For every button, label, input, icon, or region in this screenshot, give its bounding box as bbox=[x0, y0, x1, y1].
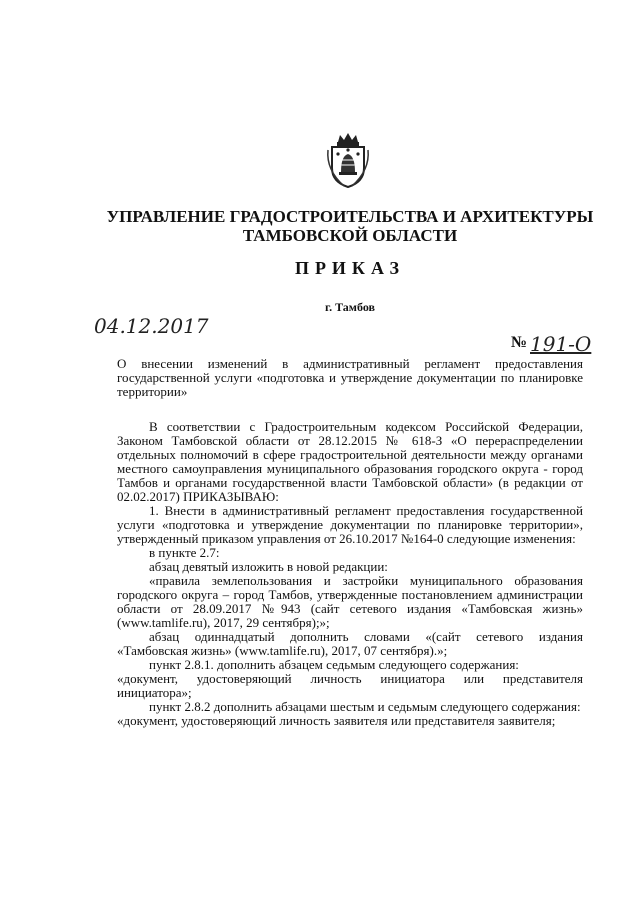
city: г. Тамбов bbox=[325, 300, 375, 314]
organization-name-line1: УПРАВЛЕНИЕ ГРАДОСТРОИТЕЛЬСТВА И АРХИТЕКТУРЫ bbox=[106, 207, 594, 226]
number-prefix: № bbox=[511, 334, 528, 351]
number-label bbox=[511, 334, 527, 352]
paragraph-applicant-document: «документ, удостоверяющий личность заявителя или представителя заявителя; bbox=[117, 713, 556, 728]
document-subject: О внесении изменений в административный регламент предоставления государственной услуги «подготовка и утверждение документации по планировке территории» bbox=[117, 356, 583, 399]
paragraph-ninth-abzac: абзац девятый изложить в новой редакции: bbox=[149, 559, 388, 574]
document-type: ПРИКАЗ bbox=[294, 258, 406, 278]
handwritten-date: 04.12.2017 bbox=[94, 314, 209, 338]
organization-name-line2: ТАМБОВСКОЙ ОБЛАСТИ bbox=[242, 226, 458, 245]
paragraph-preamble: В соответствии с Градостроительным кодексом Российской Федерации, Законом Тамбовской области от 28.12.2015 № 618-З «О перераспределении отдельных полномочий в сфере градостроительной деятельности между органами местного самоуправления муниципального образования городского округа - город Тамбов и органами государственной власти Тамбовской области» (в редакции от 02.02.2017) ПРИКАЗЫВАЮ: bbox=[117, 419, 583, 504]
paragraph-rules-quote: «правила землепользования и застройки муниципального образования городского округа – город Тамбов, утвержденные постановлением администрации области от 28.09.2017 №943 (сайт сетевого издания «Тамбовская жизнь» (www.tamlife.ru), 2017, 29 сентября);»; bbox=[117, 573, 583, 630]
tambov-coat-of-arms-icon bbox=[324, 132, 372, 188]
paragraph-point-2-7: в пункте 2.7: bbox=[149, 545, 220, 560]
paragraph-point-2-8-2: пункт 2.8.2 дополнить абзацами шестым и седьмым следующего содержания: bbox=[149, 699, 581, 714]
paragraph-initiator-document: «документ, удостоверяющий личность инициатора или представителя инициатора»; bbox=[117, 671, 583, 700]
paragraph-item-1: 1. Внести в административный регламент предоставления государственной услуги «подготовка и утверждение документации по планировке территории», утвержденный приказом управления от 26.10.2017 №164-0 следующие изменения: bbox=[117, 503, 583, 546]
document-body bbox=[117, 420, 583, 728]
handwritten-number: 191-О bbox=[530, 332, 592, 356]
paragraph-eleventh-abzac: абзац одиннадцатый дополнить словами «(сайт сетевого издания «Тамбовская жизнь» (www.tamlife.ru), 2017, 07 сентября).»; bbox=[117, 629, 583, 658]
paragraph-point-2-8-1: пункт 2.8.1. дополнить абзацем седьмым следующего содержания: bbox=[149, 657, 519, 672]
